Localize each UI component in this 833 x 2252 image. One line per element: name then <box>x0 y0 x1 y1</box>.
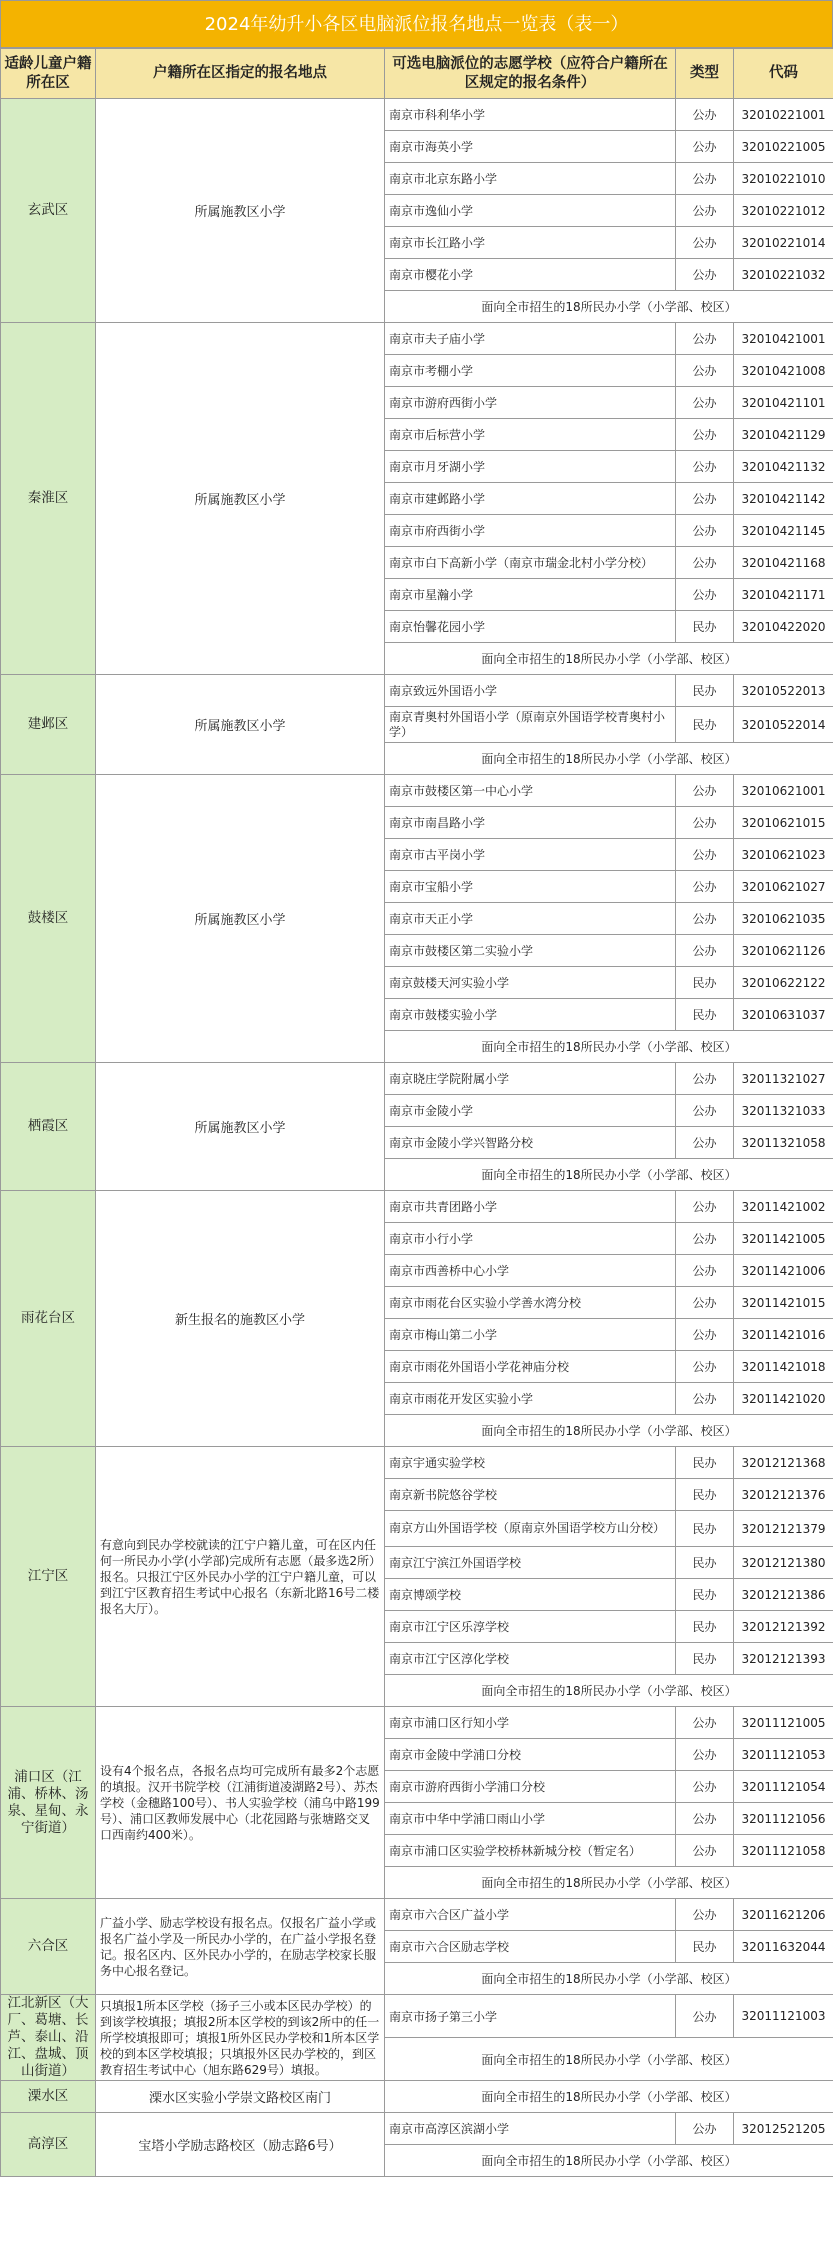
school-name: 南京市六合区广益小学 <box>385 1899 676 1931</box>
school-name: 南京市鼓楼实验小学 <box>385 999 676 1031</box>
header-location: 户籍所在区指定的报名地点 <box>96 49 385 99</box>
school-code: 32011421015 <box>734 1287 833 1319</box>
school-name: 南京市雨花外国语小学花神庙分校 <box>385 1351 676 1383</box>
school-name: 南京市天正小学 <box>385 903 676 935</box>
registration-location: 设有4个报名点，各报名点均可完成所有最多2个志愿的填报。汉开书院学校（江浦街道凌湖路2号）、苏杰学校（金穗路100号）、书人实验学校（浦乌中路199号）、浦口区教师发展中心（北花园路与张塘路交叉口西南约400米）。 <box>96 1707 385 1899</box>
school-type: 公办 <box>676 871 734 903</box>
school-name: 南京市海英小学 <box>385 131 676 163</box>
all-city-schools: 面向全市招生的18所民办小学（小学部、校区） <box>385 1415 833 1447</box>
school-code: 32010421168 <box>734 547 833 579</box>
header-school: 可选电脑派位的志愿学校（应符合户籍所在区规定的报名条件） <box>385 49 676 99</box>
registration-location: 溧水区实验小学崇文路校区南门 <box>96 2081 385 2113</box>
school-name: 南京市中华中学浦口雨山小学 <box>385 1803 676 1835</box>
school-type: 公办 <box>676 935 734 967</box>
school-type: 公办 <box>676 259 734 291</box>
school-code: 32010421008 <box>734 355 833 387</box>
school-name: 南京市夫子庙小学 <box>385 323 676 355</box>
school-code: 32011121054 <box>734 1771 833 1803</box>
registration-location: 所属施教区小学 <box>96 1063 385 1191</box>
school-type: 公办 <box>676 1319 734 1351</box>
district-name: 鼓楼区 <box>1 775 96 1063</box>
school-code: 32011321033 <box>734 1095 833 1127</box>
school-code: 32011421002 <box>734 1191 833 1223</box>
school-name: 南京市共青团路小学 <box>385 1191 676 1223</box>
header-district: 适龄儿童户籍所在区 <box>1 49 96 99</box>
school-code: 32010421145 <box>734 515 833 547</box>
table-row <box>1 2081 833 2113</box>
registration-location: 所属施教区小学 <box>96 323 385 675</box>
school-code: 32011321027 <box>734 1063 833 1095</box>
school-code: 32010221032 <box>734 259 833 291</box>
school-name: 南京市白下高新小学（南京市瑞金北村小学分校） <box>385 547 676 579</box>
school-code: 32011632044 <box>734 1931 833 1963</box>
school-code: 32010522014 <box>734 707 833 743</box>
school-name: 南京市江宁区淳化学校 <box>385 1643 676 1675</box>
school-code: 32010621126 <box>734 935 833 967</box>
all-city-schools: 面向全市招生的18所民办小学（小学部、校区） <box>385 1159 833 1191</box>
school-type: 公办 <box>676 1771 734 1803</box>
registration-table <box>0 48 833 2177</box>
school-type: 公办 <box>676 1351 734 1383</box>
school-type: 公办 <box>676 99 734 131</box>
school-code: 32012121368 <box>734 1447 833 1479</box>
school-code: 32011121056 <box>734 1803 833 1835</box>
school-type: 民办 <box>676 1579 734 1611</box>
school-type: 公办 <box>676 195 734 227</box>
school-name: 南京市北京东路小学 <box>385 163 676 195</box>
school-name: 南京市浦口区实验学校桥林新城分校（暂定名） <box>385 1835 676 1867</box>
school-type: 公办 <box>676 1739 734 1771</box>
school-name: 南京市金陵小学兴智路分校 <box>385 1127 676 1159</box>
school-code: 32012121393 <box>734 1643 833 1675</box>
school-type: 公办 <box>676 323 734 355</box>
school-code: 32010422020 <box>734 611 833 643</box>
school-name: 南京市游府西街小学浦口分校 <box>385 1771 676 1803</box>
table-row <box>1 99 833 131</box>
school-code: 32011321058 <box>734 1127 833 1159</box>
table-header-row <box>1 49 833 99</box>
all-city-schools: 面向全市招生的18所民办小学（小学部、校区） <box>385 743 833 775</box>
school-name: 南京市樱花小学 <box>385 259 676 291</box>
all-city-schools: 面向全市招生的18所民办小学（小学部、校区） <box>385 2145 833 2177</box>
table-row <box>1 675 833 707</box>
table-row <box>1 1995 833 2038</box>
school-type: 公办 <box>676 1835 734 1867</box>
school-name: 南京市月牙湖小学 <box>385 451 676 483</box>
page-title: 2024年幼升小各区电脑派位报名地点一览表（表一） <box>0 0 833 48</box>
school-type: 民办 <box>676 611 734 643</box>
school-type: 民办 <box>676 707 734 743</box>
school-name: 南京市考棚小学 <box>385 355 676 387</box>
table-row <box>1 1447 833 1479</box>
school-code: 32011421006 <box>734 1255 833 1287</box>
school-name: 南京市高淳区滨湖小学 <box>385 2113 676 2145</box>
district-name: 高淳区 <box>1 2113 96 2177</box>
school-code: 32010421101 <box>734 387 833 419</box>
registration-location: 有意向到民办学校就读的江宁户籍儿童，可在区内任何一所民办小学(小学部)完成所有志愿（最多选2所）报名。只报江宁区外民办小学的江宁户籍儿童，可以到江宁区教育招生考试中心报名（东新北路16号二楼报名大厅）。 <box>96 1447 385 1707</box>
school-name: 南京市科利华小学 <box>385 99 676 131</box>
district-name: 建邺区 <box>1 675 96 775</box>
school-name: 南京市逸仙小学 <box>385 195 676 227</box>
school-type: 公办 <box>676 579 734 611</box>
school-name: 南京市金陵小学 <box>385 1095 676 1127</box>
school-code: 32011121058 <box>734 1835 833 1867</box>
school-code: 32010221010 <box>734 163 833 195</box>
school-code: 32012121379 <box>734 1511 833 1547</box>
all-city-schools: 面向全市招生的18所民办小学（小学部、校区） <box>385 1963 833 1995</box>
school-name: 南京市雨花台区实验小学善水湾分校 <box>385 1287 676 1319</box>
all-city-schools: 面向全市招生的18所民办小学（小学部、校区） <box>385 1867 833 1899</box>
district-name: 浦口区（江浦、桥林、汤泉、星甸、永宁街道） <box>1 1707 96 1899</box>
school-type: 民办 <box>676 1611 734 1643</box>
school-code: 32012121392 <box>734 1611 833 1643</box>
school-name: 南京市六合区励志学校 <box>385 1931 676 1963</box>
school-name: 南京市游府西街小学 <box>385 387 676 419</box>
school-code: 32011121053 <box>734 1739 833 1771</box>
school-name: 南京市扬子第三小学 <box>385 1995 676 2038</box>
school-name: 南京博颂学校 <box>385 1579 676 1611</box>
school-type: 民办 <box>676 1643 734 1675</box>
school-name: 南京市鼓楼区第一中心小学 <box>385 775 676 807</box>
school-type: 公办 <box>676 1063 734 1095</box>
school-type: 公办 <box>676 387 734 419</box>
school-code: 32011421018 <box>734 1351 833 1383</box>
header-type: 类型 <box>676 49 734 99</box>
table-row <box>1 1063 833 1095</box>
school-code: 32010221014 <box>734 227 833 259</box>
school-type: 公办 <box>676 483 734 515</box>
school-code: 32010631037 <box>734 999 833 1031</box>
school-code: 32010421171 <box>734 579 833 611</box>
school-name: 南京市梅山第二小学 <box>385 1319 676 1351</box>
registration-location: 只填报1所本区学校（扬子三小或本区民办学校）的到该学校填报；填报2所本区学校的到该2所中的任一所学校填报即可；填报1所外区民办学校和1所本区学校的到本区学校填报；只填报外区民办学校的，到区教育招生考试中心（旭东路629号）填报。 <box>96 1995 385 2081</box>
all-city-schools: 面向全市招生的18所民办小学（小学部、校区） <box>385 2081 833 2113</box>
school-type: 公办 <box>676 1127 734 1159</box>
district-name: 溧水区 <box>1 2081 96 2113</box>
school-name: 南京市南昌路小学 <box>385 807 676 839</box>
registration-location: 广益小学、励志学校设有报名点。仅报名广益小学或报名广益小学及一所民办小学的，在广益小学报名登记。报名区内、区外民办小学的，在励志学校家长服务中心报名登记。 <box>96 1899 385 1995</box>
school-type: 公办 <box>676 1803 734 1835</box>
school-code: 32010221005 <box>734 131 833 163</box>
school-code: 32010622122 <box>734 967 833 999</box>
district-name: 秦淮区 <box>1 323 96 675</box>
school-name: 南京市雨花开发区实验小学 <box>385 1383 676 1415</box>
table-row <box>1 775 833 807</box>
header-code: 代码 <box>734 49 833 99</box>
school-name: 南京致远外国语小学 <box>385 675 676 707</box>
school-type: 民办 <box>676 1931 734 1963</box>
school-code: 32011121005 <box>734 1707 833 1739</box>
school-type: 民办 <box>676 675 734 707</box>
school-name: 南京市宝船小学 <box>385 871 676 903</box>
table-row <box>1 1707 833 1739</box>
school-name: 南京新书院悠谷学校 <box>385 1479 676 1511</box>
school-type: 公办 <box>676 1223 734 1255</box>
school-type: 民办 <box>676 999 734 1031</box>
school-code: 32011421005 <box>734 1223 833 1255</box>
all-city-schools: 面向全市招生的18所民办小学（小学部、校区） <box>385 291 833 323</box>
school-type: 公办 <box>676 131 734 163</box>
school-name: 南京市建邺路小学 <box>385 483 676 515</box>
school-code: 32011421020 <box>734 1383 833 1415</box>
school-code: 32010621027 <box>734 871 833 903</box>
school-name: 南京市后标营小学 <box>385 419 676 451</box>
school-type: 民办 <box>676 1479 734 1511</box>
school-code: 32010421132 <box>734 451 833 483</box>
district-name: 玄武区 <box>1 99 96 323</box>
all-city-schools: 面向全市招生的18所民办小学（小学部、校区） <box>385 643 833 675</box>
school-code: 32010421142 <box>734 483 833 515</box>
school-type: 公办 <box>676 1899 734 1931</box>
school-type: 公办 <box>676 355 734 387</box>
school-name: 南京晓庄学院附属小学 <box>385 1063 676 1095</box>
school-type: 公办 <box>676 775 734 807</box>
school-type: 公办 <box>676 1995 734 2038</box>
school-code: 32010421129 <box>734 419 833 451</box>
school-type: 公办 <box>676 1287 734 1319</box>
school-type: 民办 <box>676 1547 734 1579</box>
school-code: 32012121380 <box>734 1547 833 1579</box>
school-name: 南京江宁滨江外国语学校 <box>385 1547 676 1579</box>
school-name: 南京市府西街小学 <box>385 515 676 547</box>
registration-location: 所属施教区小学 <box>96 775 385 1063</box>
district-name: 江北新区（大厂、葛塘、长芦、泰山、沿江、盘城、顶山街道） <box>1 1995 96 2081</box>
school-type: 公办 <box>676 1255 734 1287</box>
school-name: 南京市浦口区行知小学 <box>385 1707 676 1739</box>
school-name: 南京方山外国语学校（原南京外国语学校方山分校） <box>385 1511 676 1547</box>
school-type: 民办 <box>676 1447 734 1479</box>
registration-location: 宝塔小学励志路校区（励志路6号） <box>96 2113 385 2177</box>
school-type: 公办 <box>676 1707 734 1739</box>
school-name: 南京市小行小学 <box>385 1223 676 1255</box>
school-type: 公办 <box>676 2113 734 2145</box>
school-name: 南京市鼓楼区第二实验小学 <box>385 935 676 967</box>
all-city-schools: 面向全市招生的18所民办小学（小学部、校区） <box>385 1031 833 1063</box>
district-name: 江宁区 <box>1 1447 96 1707</box>
school-type: 民办 <box>676 967 734 999</box>
school-code: 32010221012 <box>734 195 833 227</box>
school-code: 32012521205 <box>734 2113 833 2145</box>
all-city-schools: 面向全市招生的18所民办小学（小学部、校区） <box>385 1675 833 1707</box>
registration-location: 所属施教区小学 <box>96 99 385 323</box>
school-code: 32010621023 <box>734 839 833 871</box>
table-row <box>1 1899 833 1931</box>
school-name: 南京市长江路小学 <box>385 227 676 259</box>
school-name: 南京宇通实验学校 <box>385 1447 676 1479</box>
table-row <box>1 323 833 355</box>
table-row <box>1 2113 833 2145</box>
school-type: 公办 <box>676 515 734 547</box>
school-type: 公办 <box>676 1383 734 1415</box>
school-code: 32010421001 <box>734 323 833 355</box>
school-name: 南京鼓楼天河实验小学 <box>385 967 676 999</box>
school-code: 32011121003 <box>734 1995 833 2038</box>
school-code: 32012121386 <box>734 1579 833 1611</box>
school-code: 32010522013 <box>734 675 833 707</box>
school-type: 公办 <box>676 1095 734 1127</box>
registration-location: 所属施教区小学 <box>96 675 385 775</box>
school-type: 公办 <box>676 227 734 259</box>
table-row <box>1 1191 833 1223</box>
school-code: 32011621206 <box>734 1899 833 1931</box>
school-name: 南京市金陵中学浦口分校 <box>385 1739 676 1771</box>
school-code: 32012121376 <box>734 1479 833 1511</box>
district-name: 雨花台区 <box>1 1191 96 1447</box>
school-name: 南京市江宁区乐淳学校 <box>385 1611 676 1643</box>
school-type: 民办 <box>676 1511 734 1547</box>
school-code: 32010621035 <box>734 903 833 935</box>
school-type: 公办 <box>676 419 734 451</box>
school-name: 南京市古平岗小学 <box>385 839 676 871</box>
school-name: 南京青奥村外国语小学（原南京外国语学校青奥村小学） <box>385 707 676 743</box>
school-name: 南京市西善桥中心小学 <box>385 1255 676 1287</box>
school-name: 南京怡馨花园小学 <box>385 611 676 643</box>
district-name: 六合区 <box>1 1899 96 1995</box>
school-type: 公办 <box>676 903 734 935</box>
school-code: 32010221001 <box>734 99 833 131</box>
registration-location: 新生报名的施教区小学 <box>96 1191 385 1447</box>
school-code: 32010621001 <box>734 775 833 807</box>
school-type: 公办 <box>676 163 734 195</box>
all-city-schools: 面向全市招生的18所民办小学（小学部、校区） <box>385 2038 833 2081</box>
table-body <box>1 99 833 2177</box>
school-name: 南京市星瀚小学 <box>385 579 676 611</box>
school-type: 公办 <box>676 839 734 871</box>
school-type: 公办 <box>676 1191 734 1223</box>
school-code: 32011421016 <box>734 1319 833 1351</box>
school-code: 32010621015 <box>734 807 833 839</box>
school-type: 公办 <box>676 807 734 839</box>
school-type: 公办 <box>676 547 734 579</box>
district-name: 栖霞区 <box>1 1063 96 1191</box>
school-type: 公办 <box>676 451 734 483</box>
